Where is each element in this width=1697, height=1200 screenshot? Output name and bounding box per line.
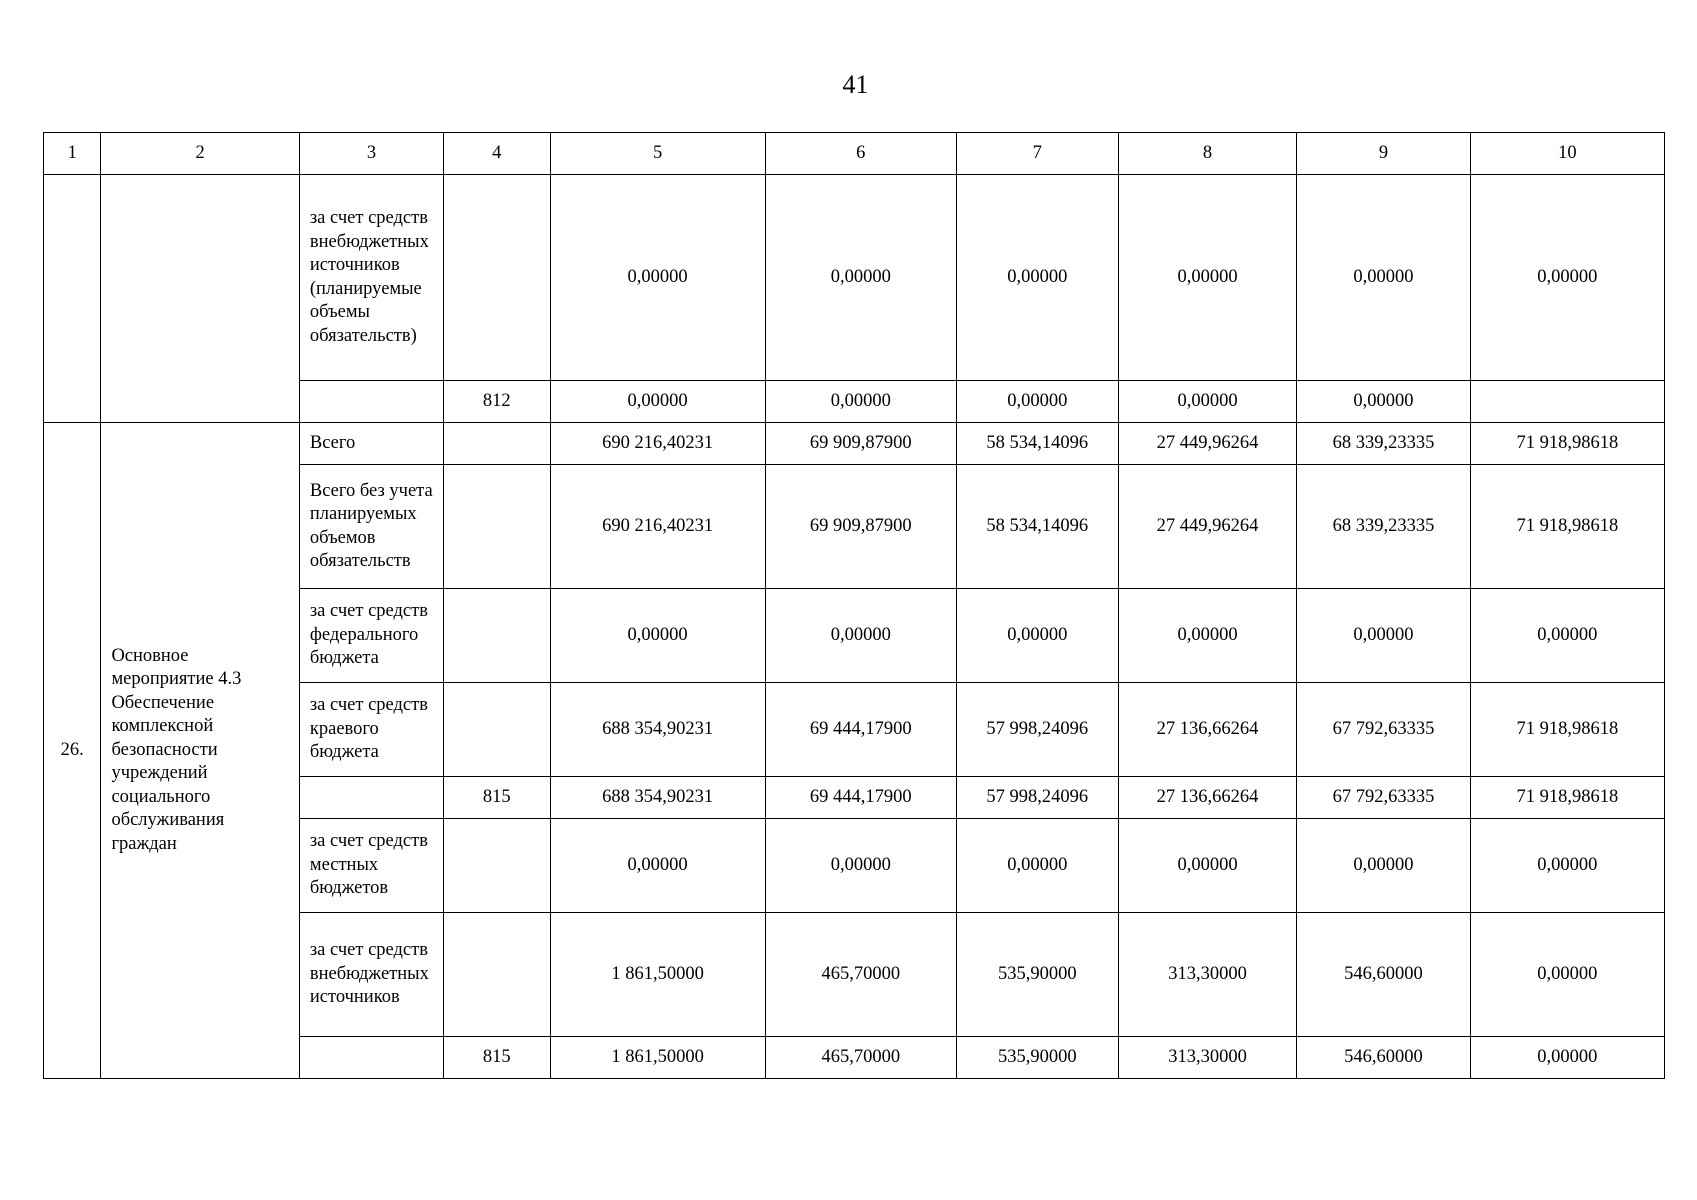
value-cell [1470, 381, 1664, 423]
budget-code-cell: 815 [444, 1037, 551, 1079]
value-cell: 69 444,17900 [765, 683, 956, 777]
value-cell: 1 861,50000 [550, 1037, 765, 1079]
value-cell: 27 449,96264 [1118, 465, 1297, 589]
value-cell: 58 534,14096 [956, 465, 1118, 589]
budget-code-cell [444, 819, 551, 913]
value-cell: 57 998,24096 [956, 777, 1118, 819]
value-cell: 535,90000 [956, 913, 1118, 1037]
value-cell: 71 918,98618 [1470, 777, 1664, 819]
value-cell: 0,00000 [765, 819, 956, 913]
value-cell: 58 534,14096 [956, 423, 1118, 465]
value-cell: 71 918,98618 [1470, 465, 1664, 589]
value-cell: 0,00000 [956, 589, 1118, 683]
funding-source-cell: за счет средств федерального бюджета [299, 589, 443, 683]
funding-source-cell: Всего [299, 423, 443, 465]
budget-table [43, 132, 1665, 1079]
value-cell: 0,00000 [550, 819, 765, 913]
value-cell: 0,00000 [550, 589, 765, 683]
value-cell: 0,00000 [550, 175, 765, 381]
budget-code-cell [444, 589, 551, 683]
funding-source-cell: за счет средств местных бюджетов [299, 819, 443, 913]
value-cell: 57 998,24096 [956, 683, 1118, 777]
value-cell: 27 449,96264 [1118, 423, 1297, 465]
column-number-row [44, 133, 1665, 175]
value-cell: 27 136,66264 [1118, 683, 1297, 777]
value-cell: 0,00000 [1470, 589, 1664, 683]
funding-source-cell: за счет средств внебюджетных источников (планируемые объемы обязательств) [299, 175, 443, 381]
value-cell: 0,00000 [765, 381, 956, 423]
value-cell: 535,90000 [956, 1037, 1118, 1079]
header-cell: 8 [1118, 133, 1297, 175]
header-cell: 1 [44, 133, 101, 175]
header-cell: 6 [765, 133, 956, 175]
value-cell: 0,00000 [1118, 175, 1297, 381]
value-cell: 0,00000 [765, 589, 956, 683]
header-cell: 7 [956, 133, 1118, 175]
value-cell: 313,30000 [1118, 1037, 1297, 1079]
header-cell: 2 [101, 133, 299, 175]
budget-code-cell [444, 913, 551, 1037]
funding-source-cell [299, 777, 443, 819]
value-cell: 0,00000 [956, 175, 1118, 381]
value-cell: 690 216,40231 [550, 465, 765, 589]
value-cell: 546,60000 [1297, 1037, 1470, 1079]
budget-code-cell [444, 423, 551, 465]
value-cell: 69 444,17900 [765, 777, 956, 819]
budget-code-cell [444, 683, 551, 777]
value-cell: 0,00000 [1118, 381, 1297, 423]
value-cell: 69 909,87900 [765, 423, 956, 465]
value-cell: 71 918,98618 [1470, 423, 1664, 465]
item-number-cell [44, 175, 101, 423]
value-cell: 0,00000 [1297, 381, 1470, 423]
page-number: 41 [842, 70, 869, 99]
value-cell: 313,30000 [1118, 913, 1297, 1037]
value-cell: 688 354,90231 [550, 683, 765, 777]
value-cell: 465,70000 [765, 913, 956, 1037]
value-cell: 688 354,90231 [550, 777, 765, 819]
funding-source-cell: Всего без учета планируемых объемов обязательств [299, 465, 443, 589]
value-cell: 27 136,66264 [1118, 777, 1297, 819]
value-cell: 0,00000 [765, 175, 956, 381]
table-row [44, 423, 1665, 465]
header-cell: 9 [1297, 133, 1470, 175]
value-cell: 0,00000 [1297, 589, 1470, 683]
value-cell: 0,00000 [550, 381, 765, 423]
value-cell: 465,70000 [765, 1037, 956, 1079]
budget-code-cell: 815 [444, 777, 551, 819]
value-cell: 68 339,23335 [1297, 423, 1470, 465]
header-cell: 4 [444, 133, 551, 175]
value-cell: 0,00000 [956, 381, 1118, 423]
header-cell: 5 [550, 133, 765, 175]
funding-source-cell [299, 1037, 443, 1079]
value-cell: 0,00000 [1470, 819, 1664, 913]
value-cell: 68 339,23335 [1297, 465, 1470, 589]
value-cell: 690 216,40231 [550, 423, 765, 465]
funding-source-cell: за счет средств краевого бюджета [299, 683, 443, 777]
value-cell: 0,00000 [1118, 819, 1297, 913]
value-cell: 0,00000 [1470, 175, 1664, 381]
value-cell: 0,00000 [1118, 589, 1297, 683]
table-row [44, 175, 1665, 381]
budget-code-cell: 812 [444, 381, 551, 423]
value-cell: 0,00000 [1297, 175, 1470, 381]
value-cell: 1 861,50000 [550, 913, 765, 1037]
budget-code-cell [444, 465, 551, 589]
funding-source-cell [299, 381, 443, 423]
header-cell: 10 [1470, 133, 1664, 175]
value-cell: 69 909,87900 [765, 465, 956, 589]
budget-code-cell [444, 175, 551, 381]
value-cell: 71 918,98618 [1470, 683, 1664, 777]
header-cell: 3 [299, 133, 443, 175]
value-cell: 0,00000 [1470, 913, 1664, 1037]
value-cell: 0,00000 [1470, 1037, 1664, 1079]
value-cell: 67 792,63335 [1297, 683, 1470, 777]
funding-source-cell: за счет средств внебюджетных источников [299, 913, 443, 1037]
value-cell: 0,00000 [1297, 819, 1470, 913]
value-cell: 0,00000 [956, 819, 1118, 913]
value-cell: 546,60000 [1297, 913, 1470, 1037]
item-number-cell: 26. [44, 423, 101, 1079]
value-cell: 67 792,63335 [1297, 777, 1470, 819]
item-name-cell: Основное мероприятие 4.3 Обеспечение комплексной безопасности учреждений социального обслуживания граждан [101, 423, 299, 1079]
item-name-cell [101, 175, 299, 423]
